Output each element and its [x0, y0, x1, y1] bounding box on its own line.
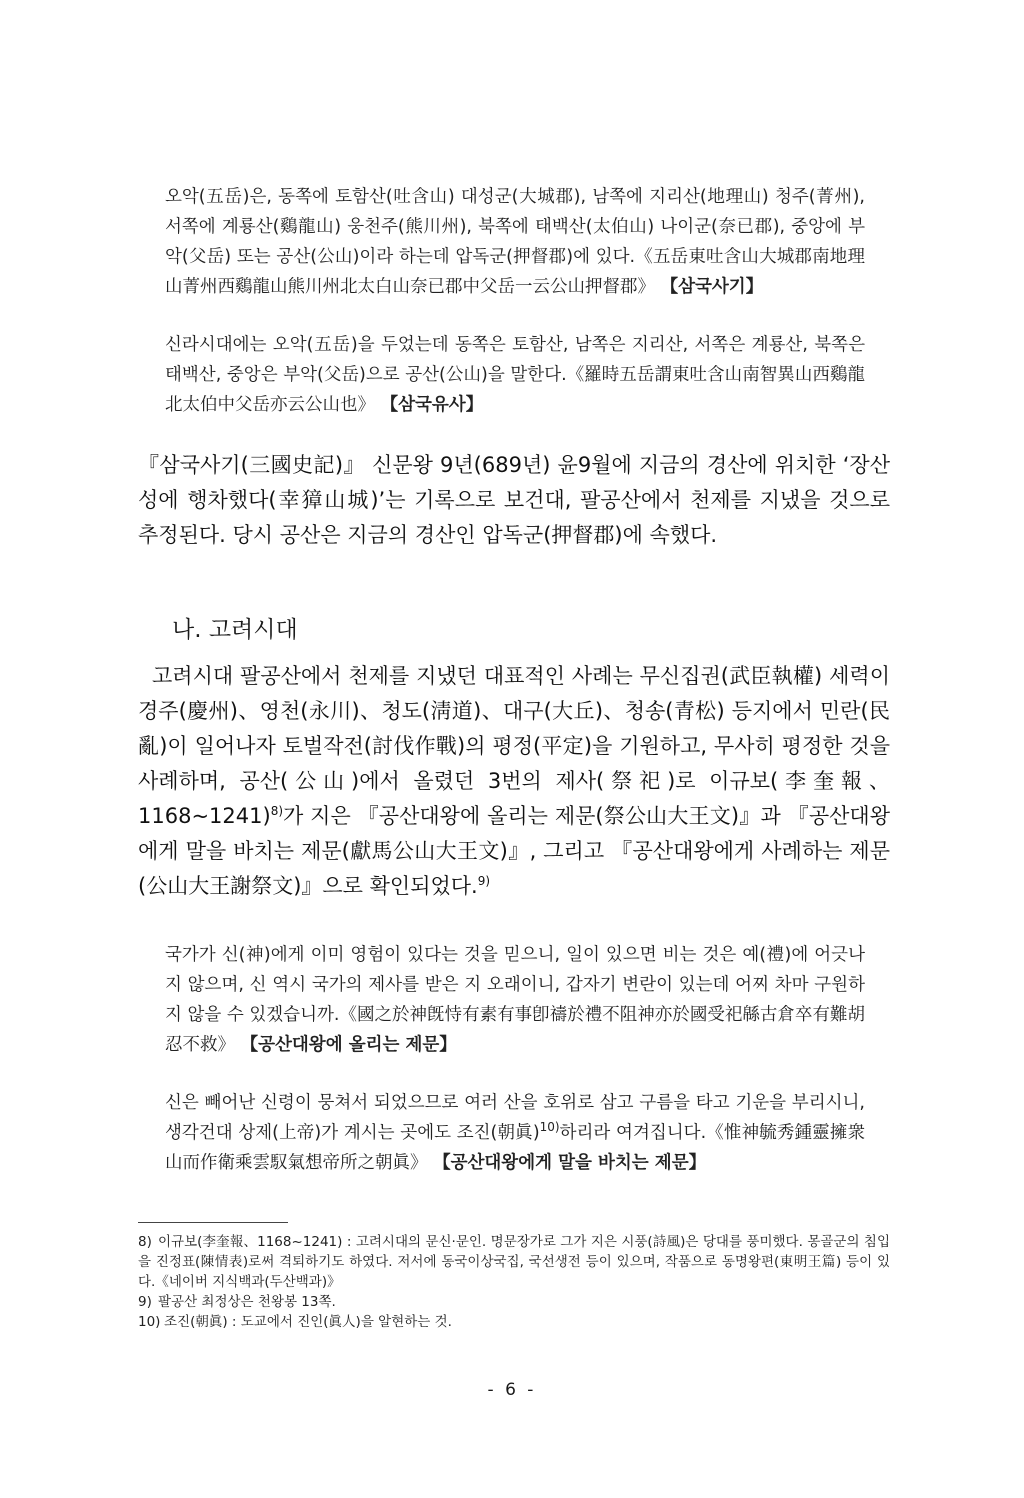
section-heading: 나. 고려시대 — [172, 617, 298, 643]
paragraph-goryeo — [138, 659, 890, 904]
quote-text: 신은 빼어난 신령이 뭉쳐서 되었으므로 여러 산을 호위로 삼고 구름을 타고 기운을 부리시니, 생각건대 상제(上帝)가 계시는 곳에도 조진(朝眞) — [165, 1093, 865, 1143]
paragraph-text-cont: 가 지은 『공산대왕에 올리는 제문(祭公山大王文)』과 『공산대왕에게 말을 바치는 제문(獻馬公山大王文)』, 그리고 『공산대왕에게 사례하는 제문(公山大王謝祭文)』으로 확인되었다. — [138, 804, 890, 898]
footnote-text: 이규보(李奎報、1168~1241) : 고려시대의 문신·문인. 명문장가로 그가 지은 시풍(詩風)은 당대를 풍미했다. 몽골군의 침입을 진정표(陳情表)로써 격퇴하기도 하였다. 저서에 동국이상국집, 국선생전 등이 있으며, 작품으로 동명왕편(東明王篇) 등이 있다.《네이버 지식백과(두산백과)》 — [138, 1234, 890, 1290]
footnote-ref-8[interactable]: 8) — [270, 804, 284, 818]
footnote-text: 팔공산 최정상은 천왕봉 13쪽. — [158, 1294, 336, 1310]
footnote-9 — [138, 1292, 890, 1312]
quote-text: 오악(五岳)은, 동쪽에 토함산(吐含山) 대성군(大城郡), 남쪽에 지리산(地理山) 청주(菁州), 서쪽에 계룡산(鷄龍山) 웅천주(熊川州), 북쪽에 태백산(太伯山) 나이군(奈已郡), 중앙에 부악(父岳) 또는 공산(公山)이라 하는데 압독군(押督郡)에 있다.《五岳東吐含山大城郡南地理山菁州西鷄龍山熊川州北太白山奈已郡中父岳一云公山押督郡》 — [165, 187, 865, 297]
quote-gongsan-jemun — [165, 940, 865, 1060]
quote-source: 【삼국사기】 — [660, 277, 764, 297]
footnote-divider — [138, 1222, 288, 1223]
quote-samguk-sagi — [165, 182, 865, 302]
footnote-number: 10) — [138, 1314, 161, 1330]
footnote-10 — [138, 1312, 890, 1332]
footnote-8 — [138, 1232, 890, 1292]
footnote-text: 조진(朝眞) : 도교에서 진인(眞人)을 알현하는 것. — [164, 1314, 452, 1330]
quote-samguk-yusa — [165, 330, 865, 420]
paragraph-text: 고려시대 팔공산에서 천제를 지냈던 대표적인 사례는 무신집권(武臣執權) 세력이 경주(慶州)、영천(永川)、청도(淸道)、대구(大丘)、청송(青松) 등지에서 민란(民亂)이 일어나자 토벌작전(討伐作戰)의 평정(平定)을 기원하고, 무사히 평정한 것을 사례하며, 공산(公山)에서 올렸던 3번의 제사(祭祀)로 이규보(李奎報、1168~1241) — [138, 664, 890, 828]
quote-text: 신라시대에는 오악(五岳)을 두었는데 동쪽은 토함산, 남쪽은 지리산, 서쪽은 계룡산, 북쪽은 태백산, 중앙은 부악(父岳)으로 공산(公山)을 말한다.《羅時五岳謂東吐含山南智異山西鷄龍北太伯中父岳亦云公山也》 — [165, 335, 865, 415]
footnote-ref-10[interactable]: 10) — [539, 1120, 560, 1135]
quote-text-cont: 하리라 여겨집니다.《惟神毓秀鍾靈擁衆山而作衛乘雲馭氣想帝所之朝眞》 — [165, 1123, 865, 1173]
footnote-ref-9[interactable]: 9) — [477, 874, 491, 888]
quote-source: 【공산대왕에 올리는 제문】 — [240, 1035, 457, 1055]
quote-source: 【공산대왕에게 말을 바치는 제문】 — [433, 1153, 707, 1173]
quote-horse-jemun — [165, 1088, 865, 1178]
quote-text: 국가가 신(神)에게 이미 영험이 있다는 것을 믿으니, 일이 있으면 비는 것은 예(禮)에 어긋나지 않으며, 신 역시 국가의 제사를 받은 지 오래이니, 갑자기 변란이 있는데 어찌 차마 구원하지 않을 수 있겠습니까.《國之於神旣恃有素有事卽禱於禮不阻神亦於國受祀緜古倉卒有難胡忍不救》 — [165, 945, 865, 1055]
page-number: - 6 - — [487, 1380, 537, 1400]
footnote-number: 9) — [138, 1294, 152, 1310]
paragraph-silla — [138, 448, 890, 553]
footnotes — [138, 1232, 890, 1332]
paragraph-text: 『삼국사기(三國史記)』 신문왕 9년(689년) 윤9월에 지금의 경산에 위치한 ‘장산성에 행차했다(幸獐山城)’는 기록으로 보건대, 팔공산에서 천제를 지냈을 것으로 추정된다. 당시 공산은 지금의 경산인 압독군(押督郡)에 속했다. — [138, 453, 890, 547]
quote-source: 【삼국유사】 — [380, 395, 484, 415]
footnote-number: 8) — [138, 1234, 152, 1250]
